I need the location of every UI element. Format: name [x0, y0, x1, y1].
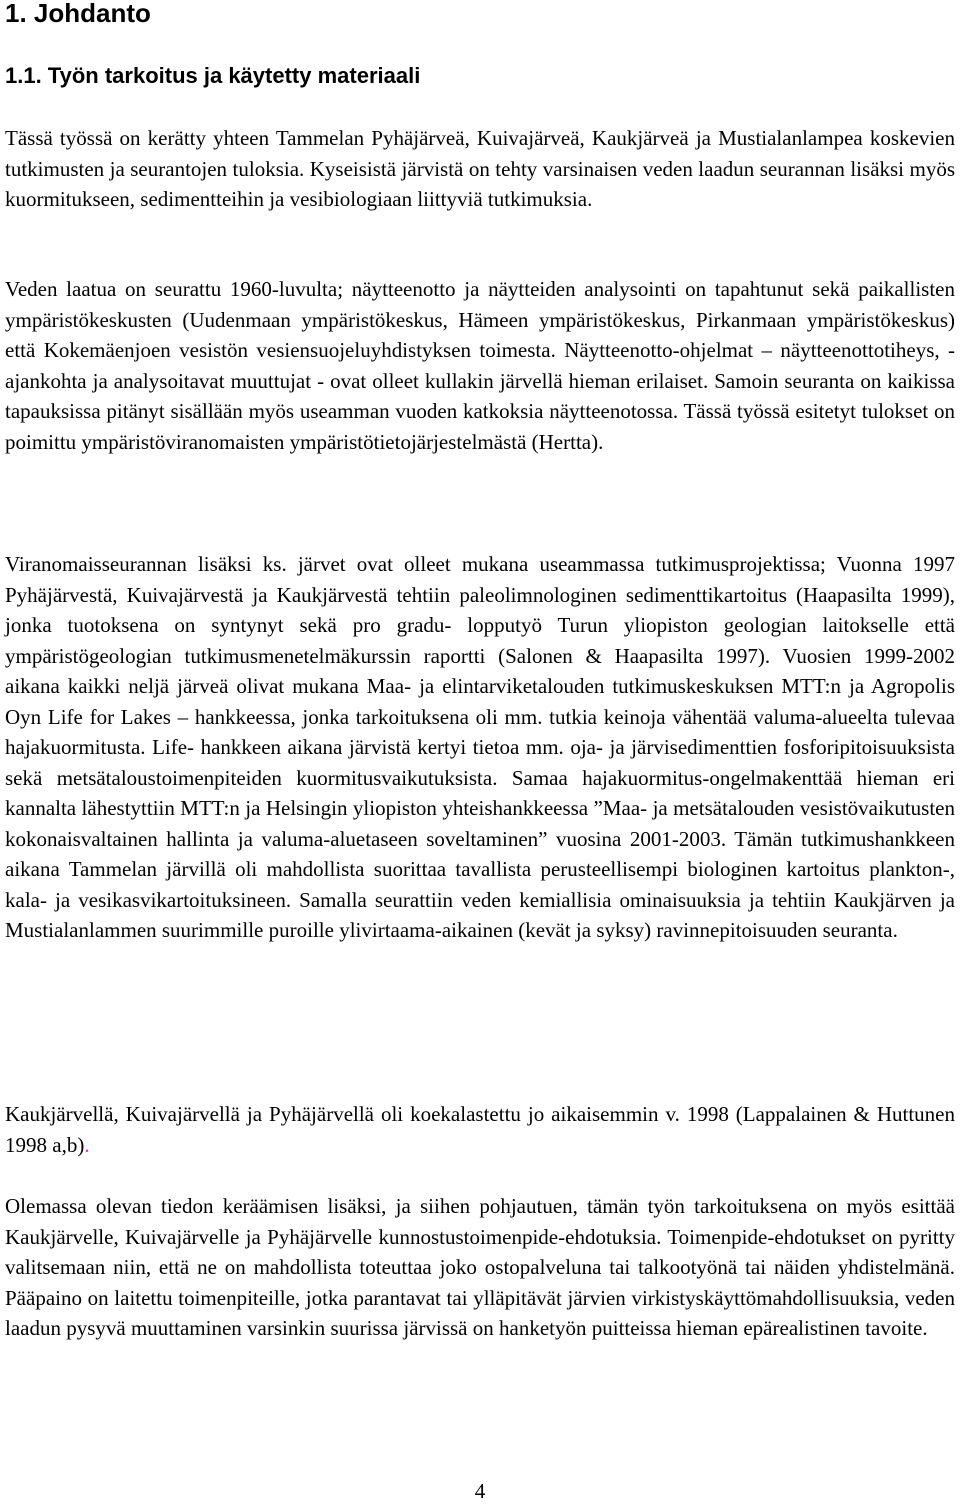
paragraph-purpose: Olemassa olevan tiedon keräämisen lisäksi, ja siihen pohjautuen, tämän työn tarkoituksena on myös esittää Kaukjärvelle, Kuivajärvelle ja Pyhäjärvelle kunnostustoimenpide-ehdotuksia. Toimenpide-ehdotukset on pyritty valitsemaan niin, että ne on mahdollista toteuttaa joko ostopalveluna tai talkootyönä tai näiden yhdistelmänä. Pääpaino on laitettu toimenpiteille, jotka parantavat tai ylläpitävät järvien virkistyskäyttömahdollisuuksia, veden laadun pysyvä muuttaminen varsinkin suurissa järvissä on hanketyön puitteissa hieman epärealistinen tavoite.	[5, 1194, 955, 1340]
paragraph-research-projects: Viranomaisseurannan lisäksi ks. järvet ovat olleet mukana useammassa tutkimusprojektissa; Vuonna 1997 Pyhäjärvestä, Kuivajärvestä ja Kaukjärvestä tehtiin paleolimnologinen sedimenttikartoitus (Haapasilta 1999), jonka tuotoksena on syntynyt sekä pro gradu- lopputyö Turun yliopiston geologian laitokselle että ympäristögeologian tutkimusmenetelmäkurssin raportti (Salonen & Haapasilta 1997). Vuosien 1999-2002 aikana kaikki neljä järveä olivat mukana Maa- ja elintarviketalouden tutkimuskeskuksen MTT:n ja Agropolis Oyn Life for Lakes – hankkeessa, jonka tarkoituksena oli mm. tutkia keinoja vähentää valuma-alueelta tulevaa hajakuormitusta. Life- hankkeen aikana järvistä kertyi tietoa mm. oja- ja järvisedimenttien fosforipitoisuuksista sekä metsätaloustoimenpiteiden kuormitusvaikutuksista. Samaa hajakuormitus-ongelmakenttää hieman eri kannalta lähestyttiin MTT:n ja Helsingin yliopiston yhteishankkeessa ”Maa- ja metsätalouden vesistövaikutusten kokonaisvaltainen hallinta ja valuma-aluetaseen soveltaminen” vuosina 2001-2003. Tämän tutkimushankkeen aikana Tammelan järvillä oli mahdollista suorittaa tavallista perusteellisempi biologinen kartoitus plankton-, kala- ja vesikasvikartoituksineen. Samalla seurattiin veden kemiallisia ominaisuuksia ja tehtiin Kaukjärven ja Mustialanlammen suurimmille puroille ylivirtaama-aikainen (kevät ja syksy) ravinnepitoisuuden seuranta.	[5, 552, 955, 942]
chapter-heading: 1. Johdanto	[5, 0, 151, 28]
paragraph-water-quality: Veden laatua on seurattu 1960-luvulta; näytteenotto ja näytteiden analysointi on tapahtunut sekä paikallisten ympäristökeskusten (Uudenmaan ympäristökeskus, Hämeen ympäristökeskus, Pirkanmaan ympäristökeskus) että Kokemäenjoen vesistön vesiensuojeluyhdistyksen toimesta. Näytteenotto-ohjelmat – näytteenottotiheys, - ajankohta ja analysoitavat muuttujat - ovat olleet kullakin järvellä hieman erilaiset. Samoin seuranta on kaikissa tapauksissa pitänyt sisällään myös useamman vuoden katkoksia näytteenotossa. Tässä työssä esitetyt tulokset on poimittu ympäristöviranomaisten ympäristötietojärjestelmästä (Hertta).	[5, 277, 955, 454]
paragraph-intro: Tässä työssä on kerätty yhteen Tammelan Pyhäjärveä, Kuivajärveä, Kaukjärveä ja Mustialanlampea koskevien tutkimusten ja seurantojen tuloksia. Kyseisistä järvistä on tehty varsinaisen veden laadun seurannan lisäksi myös kuormitukseen, sedimentteihin ja vesibiologiaan liittyviä tutkimuksia.	[5, 126, 955, 211]
paragraph-test-fishing-text: Kaukjärvellä, Kuivajärvellä ja Pyhäjärvellä oli koekalastettu jo aikaisemmin v. 1998 (Lappalainen & Huttunen 1998 a,b)	[5, 1102, 955, 1157]
paragraph-test-fishing	[5, 1099, 955, 1160]
highlighted-period: .	[84, 1132, 90, 1157]
section-heading: 1.1. Työn tarkoitus ja käytetty materiaali	[5, 63, 421, 88]
page-number: 4	[474, 1479, 486, 1503]
